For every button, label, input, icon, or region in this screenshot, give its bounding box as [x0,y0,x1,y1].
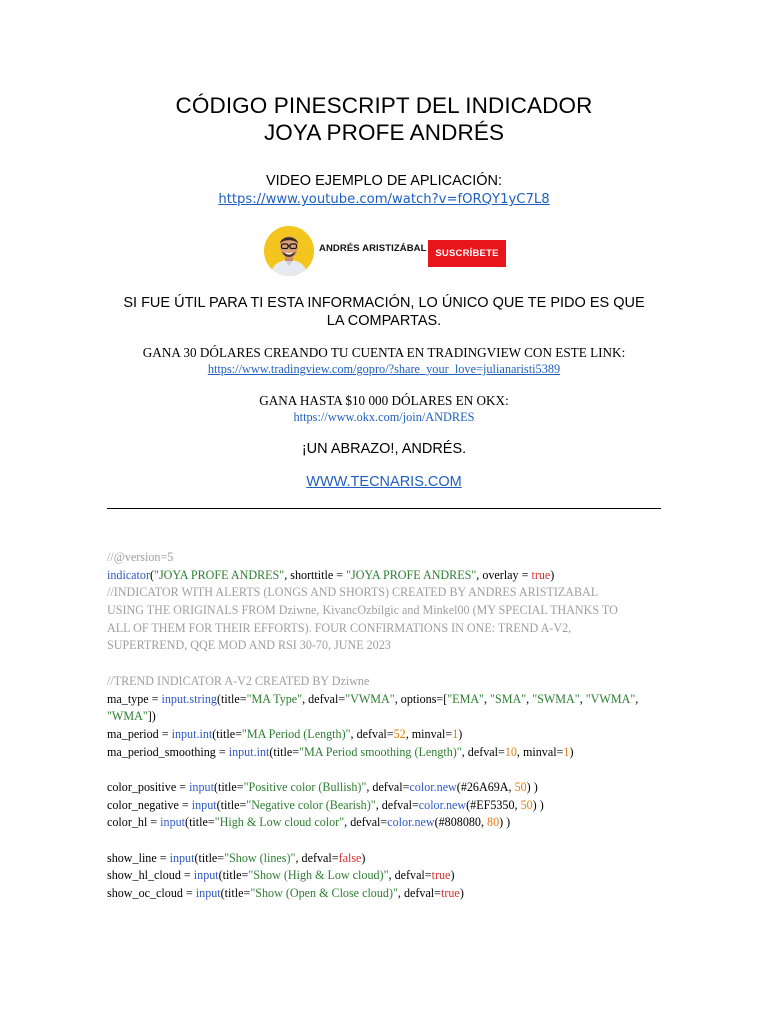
code-token: , defval= [388,868,432,883]
code-token: "JOYA PROFE ANDRES" [154,567,285,582]
tradingview-label: GANA 30 DÓLARES CREANDO TU CUENTA EN TRADINGVIEW CON ESTE LINK: [142,345,626,360]
code-line [107,797,667,815]
code-token: (title= [212,726,242,741]
code-token: //TREND INDICATOR A-V2 CREATED BY Dziwne [107,673,370,688]
code-token: input.int [228,744,270,759]
okx-link[interactable]: https://www.okx.com/join/ANDRES [293,410,475,424]
code-token: (title= [216,691,247,706]
code-token: color_negative = [107,797,192,812]
code-token: (title= [216,797,247,812]
code-token: color.new [418,797,467,812]
share-line-1: SI FUE ÚTIL PARA TI ESTA INFORMACIÓN, LO ÚNICO QUE TE PIDO ES QUE [123,295,645,311]
code-token: 1 [452,726,459,741]
code-token: false [338,850,362,865]
code-token: "MA Type" [246,691,303,706]
code-token: USING THE ORIGINALS FROM Dziwne, KivancOzbilgic and Minkel00 (MY SPECIAL THANKS TO [107,603,618,618]
code-token: ma_type = [107,691,162,706]
code-token: (title= [194,850,225,865]
code-token: , defval= [350,726,394,741]
document-title [0,92,768,146]
code-token: , [484,691,491,706]
code-line [107,620,667,638]
code-line [107,779,667,797]
avatar-portrait-icon [264,226,314,276]
code-token: (#EF5350, [466,797,521,812]
code-token: , defval= [461,744,505,759]
code-token: , defval= [302,691,346,706]
code-token: 10 [504,744,517,759]
code-token: (title= [269,744,300,759]
code-token: input [195,886,221,901]
code-token: , overlay = [476,567,532,582]
code-token: ) ) [526,779,538,794]
share-line-2: LA COMPARTAS. [326,313,442,329]
code-token: ) ) [499,815,511,830]
code-block [107,549,667,903]
code-token: (title= [220,886,251,901]
code-token: ]) [147,709,156,724]
code-token: color.new [387,815,435,830]
code-token: input [160,815,186,830]
code-token: 80 [487,815,500,830]
code-token: input [189,779,214,794]
code-token: ) [361,850,366,865]
code-token: "Show (Open & Close cloud)" [250,886,398,901]
code-token: "VWMA" [345,691,395,706]
code-token: input.int [171,726,213,741]
okx-label: GANA HASTA $10 000 DÓLARES EN OKX: [259,393,509,408]
code-token: (#808080, [434,815,488,830]
code-token: "SWMA" [532,691,580,706]
share-request [0,294,768,330]
avatar [264,226,314,276]
code-token: input [169,850,195,865]
code-token: show_hl_cloud = [107,868,194,883]
code-token: "Show (lines)" [224,850,296,865]
code-token: true [531,567,551,582]
code-line [107,602,667,620]
code-line [107,691,667,709]
code-line [107,726,667,744]
code-token: input.string [161,691,217,706]
code-token: (#26A69A, [456,779,515,794]
code-token: true [441,886,460,901]
code-token: "Negative color (Bearish)" [246,797,376,812]
code-line [107,832,667,850]
channel-name: ANDRÉS ARISTIZÁBAL [319,243,427,254]
code-token: ) [450,868,455,883]
tradingview-link[interactable]: https://www.tradingview.com/gopro/?share_your_love=julianaristi5389 [207,362,561,376]
code-token: input [193,868,219,883]
code-token: ALL OF THEM FOR THEIR EFFORTS). FOUR CONFIRMATIONS IN ONE: TREND A-V2, [107,620,572,635]
code-line [107,744,667,762]
code-token: , defval= [397,886,441,901]
title-line-2: JOYA PROFE ANDRÉS [263,120,505,145]
code-token: "VWMA" [585,691,636,706]
code-line [107,567,667,585]
code-line [107,637,667,655]
code-token: color_hl = [107,815,161,830]
code-token: , minval= [405,726,453,741]
code-line [107,867,667,885]
code-token: //INDICATOR WITH ALERTS (LONGS AND SHORTS) CREATED BY ANDRES ARISTIZABAL [107,585,599,600]
code-token: 50 [514,779,527,794]
code-token: "MA Period (Length)" [241,726,351,741]
code-token: (title= [185,815,215,830]
horizontal-divider [107,508,661,509]
code-token: "Show (High & Low cloud)" [248,868,389,883]
code-token: , defval= [375,797,419,812]
code-line [107,885,667,903]
code-token: , options=[ [394,691,448,706]
code-token: "EMA" [447,691,484,706]
code-token: //@version=5 [107,550,174,564]
code-token: "Positive color (Bullish)" [243,779,367,794]
code-line [107,655,667,673]
website-link[interactable]: WWW.TECNARIS.COM [306,474,462,490]
code-token: "WMA" [107,709,148,724]
code-line [107,673,667,691]
code-token: "SMA" [490,691,527,706]
code-token: , minval= [516,744,564,759]
code-line [107,814,667,832]
code-token: ) ) [532,797,544,812]
code-token: , defval= [344,815,388,830]
code-token: , [579,691,586,706]
code-token: , shorttitle = [284,567,347,582]
code-token: ) [550,567,555,582]
code-token: ( [149,567,155,582]
code-line [107,584,667,602]
code-token: (title= [213,779,244,794]
code-token: color_positive = [107,779,190,794]
code-token: indicator [107,567,150,582]
code-token: true [431,868,451,883]
title-line-1: CÓDIGO PINESCRIPT DEL INDICADOR [175,93,593,118]
code-token: show_oc_cloud = [107,886,196,901]
code-token: "High & Low cloud color" [214,815,345,830]
code-token: , defval= [366,779,410,794]
code-token: ) [569,744,574,759]
code-token: ) [459,886,464,901]
code-token: , [526,691,533,706]
code-line [107,761,667,779]
code-token: show_line = [107,850,170,865]
code-token: ma_period = [107,726,172,741]
youtube-link[interactable]: https://www.youtube.com/watch?v=fORQY1yC7L8 [218,192,550,207]
code-token: input [191,797,217,812]
code-token: ) [458,726,463,741]
code-token: 50 [520,797,533,812]
code-token: 52 [393,726,406,741]
video-label: VIDEO EJEMPLO DE APLICACIÓN: [265,173,503,189]
code-line [107,549,667,567]
code-token: , [635,691,639,706]
code-line [107,850,667,868]
code-token: color.new [409,779,457,794]
code-token: (title= [218,868,249,883]
code-token: "MA Period smoothing (Length)" [299,744,462,759]
code-line [107,708,667,726]
subscribe-button[interactable]: SUSCRÍBETE [428,240,506,267]
code-token: SUPERTREND, QQE MOD AND RSI 30-70, JUNE 2023 [107,638,391,653]
code-token: "JOYA PROFE ANDRES" [346,567,477,582]
code-token: ma_period_smoothing = [107,744,229,759]
code-token: , defval= [295,850,339,865]
code-token: 1 [563,744,570,759]
closing-greeting: ¡UN ABRAZO!, ANDRÉS. [301,441,467,457]
